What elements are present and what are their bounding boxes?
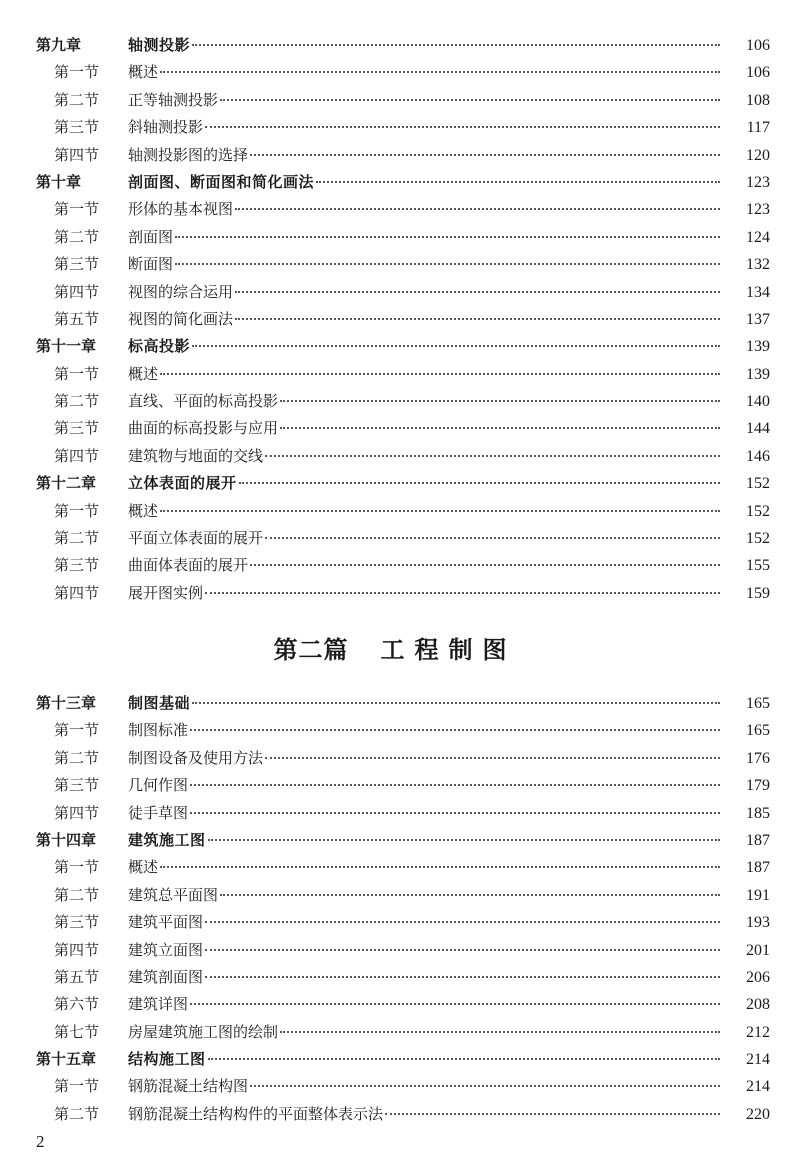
entry-number: 第一节 [54, 63, 100, 82]
dot-leader [316, 180, 720, 183]
toc-section-entry[interactable] [0, 498, 790, 525]
entry-title: 建筑详图 [128, 995, 189, 1014]
entry-page-number: 108 [746, 91, 770, 109]
page-number: 2 [36, 1132, 45, 1151]
toc-section-entry[interactable] [0, 142, 790, 169]
dot-leader [220, 98, 720, 101]
dot-leader [190, 783, 720, 786]
part-title: 工程制图 [380, 636, 517, 664]
entry-title: 制图基础 [128, 694, 191, 712]
toc-section-entry[interactable] [0, 388, 790, 415]
part-heading [0, 630, 790, 665]
toc-section-entry[interactable] [0, 854, 790, 881]
entry-number: 第三节 [54, 255, 100, 274]
toc-section-entry[interactable] [0, 87, 790, 114]
entry-page-number: 155 [746, 557, 770, 575]
dot-leader [190, 1002, 720, 1005]
toc-section-entry[interactable] [0, 772, 790, 799]
toc-list-part1 [0, 32, 790, 607]
dot-leader [208, 1057, 720, 1060]
entry-page-number: 152 [746, 475, 770, 493]
toc-section-entry[interactable] [0, 882, 790, 909]
dot-leader [220, 893, 720, 896]
entry-title: 剖面图、断面图和简化画法 [128, 172, 315, 191]
entry-number: 第二节 [54, 392, 100, 411]
toc-section-entry[interactable] [0, 114, 790, 141]
dot-leader [192, 43, 720, 46]
entry-page-number: 139 [746, 365, 770, 383]
dot-leader [192, 701, 720, 704]
toc-section-entry[interactable] [0, 991, 790, 1018]
dot-leader [190, 811, 720, 814]
entry-title: 徒手草图 [128, 803, 189, 822]
entry-number: 第二节 [54, 227, 100, 246]
entry-title: 断面图 [128, 255, 174, 274]
toc-section-entry[interactable] [0, 717, 790, 744]
toc-section-entry[interactable] [0, 361, 790, 388]
dot-leader [205, 591, 720, 594]
toc-section-entry[interactable] [0, 224, 790, 251]
entry-title: 概述 [128, 63, 159, 82]
toc-section-entry[interactable] [0, 443, 790, 470]
toc-section-entry[interactable] [0, 59, 790, 86]
entry-page-number: 165 [746, 722, 770, 740]
entry-title: 平面立体表面的展开 [128, 529, 264, 548]
dot-leader [265, 454, 720, 457]
dot-leader [192, 344, 720, 347]
entry-title: 视图的简化画法 [128, 309, 234, 328]
toc-section-entry[interactable] [0, 306, 790, 333]
toc-section-entry[interactable] [0, 415, 790, 442]
toc-chapter-entry[interactable] [0, 1046, 790, 1073]
entry-page-number: 106 [746, 37, 770, 54]
entry-title: 斜轴测投影 [128, 118, 204, 137]
entry-page-number: 187 [746, 859, 770, 877]
entry-page-number: 123 [746, 173, 770, 191]
entry-title: 制图标准 [128, 721, 189, 740]
entry-page-number: 146 [746, 447, 770, 465]
entry-page-number: 124 [746, 228, 770, 246]
entry-number: 第三节 [54, 118, 100, 137]
entry-page-number: 117 [746, 119, 770, 137]
entry-page-number: 159 [746, 584, 770, 602]
toc-section-entry[interactable] [0, 251, 790, 278]
dot-leader [239, 481, 720, 484]
entry-number: 第四节 [54, 282, 100, 301]
entry-page-number: 193 [746, 914, 770, 932]
toc-section-entry[interactable] [0, 1101, 790, 1128]
dot-leader [160, 865, 720, 868]
entry-number: 第十三章 [36, 694, 97, 712]
entry-page-number: 206 [746, 968, 770, 986]
entry-title: 建筑总平面图 [128, 885, 219, 904]
toc-section-entry[interactable] [0, 196, 790, 223]
dot-leader [190, 728, 720, 731]
toc-section-entry[interactable] [0, 279, 790, 306]
entry-page-number: 191 [746, 886, 770, 904]
toc-section-entry[interactable] [0, 964, 790, 991]
entry-title: 形体的基本视图 [128, 200, 234, 219]
entry-number: 第三节 [54, 556, 100, 575]
toc-chapter-entry[interactable] [0, 470, 790, 497]
entry-number: 第二节 [54, 529, 100, 548]
entry-page-number: 208 [746, 996, 770, 1014]
entry-number: 第四节 [54, 583, 100, 602]
entry-number: 第十章 [36, 172, 82, 191]
entry-number: 第一节 [54, 721, 100, 740]
entry-title: 钢筋混凝土结构图 [128, 1077, 249, 1096]
entry-page-number: 214 [746, 1078, 770, 1096]
entry-title: 轴测投影 [128, 36, 191, 54]
dot-leader [235, 207, 720, 210]
entry-number: 第十五章 [36, 1050, 97, 1069]
entry-title: 建筑施工图 [128, 830, 206, 849]
entry-title: 概述 [128, 364, 159, 383]
entry-number: 第十二章 [36, 474, 97, 493]
entry-title: 钢筋混凝土结构构件的平面整体表示法 [128, 1104, 384, 1123]
toc-chapter-entry[interactable] [0, 333, 790, 360]
entry-number: 第四节 [54, 145, 100, 164]
entry-page-number: 132 [746, 256, 770, 274]
dot-leader [265, 536, 720, 539]
entry-number: 第五节 [54, 309, 100, 328]
dot-leader [250, 153, 720, 156]
entry-number: 第二节 [54, 1104, 100, 1123]
entry-title: 正等轴测投影 [128, 90, 219, 109]
dot-leader [235, 290, 720, 293]
entry-page-number: 152 [746, 530, 770, 548]
entry-title: 建筑物与地面的交线 [128, 446, 264, 465]
dot-leader [205, 125, 720, 128]
toc-section-entry[interactable] [0, 745, 790, 772]
toc-section-entry[interactable] [0, 800, 790, 827]
entry-number: 第九章 [36, 36, 82, 54]
entry-number: 第三节 [54, 419, 100, 438]
entry-number: 第一节 [54, 200, 100, 219]
entry-number: 第四节 [54, 940, 100, 959]
entry-page-number: 139 [746, 338, 770, 356]
entry-number: 第十一章 [36, 337, 97, 356]
entry-number: 第四节 [54, 803, 100, 822]
entry-number: 第六节 [54, 995, 100, 1014]
entry-number: 第二节 [54, 748, 100, 767]
entry-page-number: 212 [746, 1023, 770, 1041]
toc-chapter-entry[interactable] [0, 169, 790, 196]
dot-leader [250, 1084, 720, 1087]
dot-leader [205, 948, 720, 951]
dot-leader [280, 1030, 720, 1033]
entry-page-number: 144 [746, 420, 770, 438]
dot-leader [208, 838, 720, 841]
dot-leader [175, 235, 720, 238]
entry-number: 第二节 [54, 90, 100, 109]
entry-number: 第一节 [54, 501, 100, 520]
entry-number: 第五节 [54, 967, 100, 986]
entry-page-number: 134 [746, 283, 770, 301]
entry-title: 剖面图 [128, 227, 174, 246]
entry-page-number: 120 [746, 146, 770, 164]
dot-leader [280, 426, 720, 429]
entry-page-number: 185 [746, 804, 770, 822]
entry-number: 第四节 [54, 446, 100, 465]
dot-leader [205, 975, 720, 978]
entry-title: 建筑剖面图 [128, 967, 204, 986]
toc-section-entry[interactable] [0, 1019, 790, 1046]
toc-chapter-entry[interactable] [0, 827, 790, 854]
entry-title: 概述 [128, 501, 159, 520]
toc-section-entry[interactable] [0, 525, 790, 552]
dot-leader [265, 756, 720, 759]
entry-page-number: 140 [746, 393, 770, 411]
toc-list-part2 [0, 690, 790, 1128]
toc-section-entry[interactable] [0, 909, 790, 936]
entry-page-number: 201 [746, 941, 770, 959]
entry-title: 曲面体表面的展开 [128, 556, 249, 575]
entry-page-number: 165 [746, 695, 770, 712]
entry-number: 第七节 [54, 1022, 100, 1041]
toc-chapter-entry[interactable] [0, 32, 790, 59]
entry-page-number: 106 [746, 64, 770, 82]
entry-title: 立体表面的展开 [128, 474, 237, 493]
toc-section-entry[interactable] [0, 580, 790, 607]
dot-leader [385, 1112, 720, 1115]
entry-number: 第二节 [54, 885, 100, 904]
dot-leader [250, 563, 720, 566]
entry-title: 曲面的标高投影与应用 [128, 419, 279, 438]
entry-page-number: 123 [746, 201, 770, 219]
toc-section-entry[interactable] [0, 552, 790, 579]
entry-page-number: 187 [746, 831, 770, 849]
entry-title: 轴测投影图的选择 [128, 145, 249, 164]
entry-title: 制图设备及使用方法 [128, 748, 264, 767]
dot-leader [280, 399, 720, 402]
entry-title: 结构施工图 [128, 1050, 206, 1069]
dot-leader [205, 920, 720, 923]
part-number: 第二篇 [273, 636, 349, 664]
entry-number: 第十四章 [36, 830, 97, 849]
entry-page-number: 137 [746, 310, 770, 328]
entry-number: 第三节 [54, 913, 100, 932]
entry-title: 几何作图 [128, 776, 189, 795]
dot-leader [160, 372, 720, 375]
entry-number: 第三节 [54, 776, 100, 795]
entry-title: 建筑立面图 [128, 940, 204, 959]
entry-title: 标高投影 [128, 337, 191, 356]
entry-page-number: 214 [746, 1051, 770, 1069]
entry-title: 概述 [128, 858, 159, 877]
toc-section-entry[interactable] [0, 937, 790, 964]
entry-page-number: 152 [746, 502, 770, 520]
entry-title: 展开图实例 [128, 583, 204, 602]
dot-leader [235, 317, 720, 320]
entry-number: 第一节 [54, 858, 100, 877]
entry-title: 房屋建筑施工图的绘制 [128, 1022, 279, 1041]
entry-page-number: 176 [746, 749, 770, 767]
toc-chapter-entry[interactable] [0, 690, 790, 717]
entry-number: 第一节 [54, 364, 100, 383]
entry-title: 建筑平面图 [128, 913, 204, 932]
entry-title: 视图的综合运用 [128, 282, 234, 301]
dot-leader [160, 509, 720, 512]
toc-section-entry[interactable] [0, 1073, 790, 1100]
entry-title: 直线、平面的标高投影 [128, 392, 279, 411]
entry-page-number: 220 [746, 1105, 770, 1123]
entry-page-number: 179 [746, 777, 770, 795]
entry-number: 第一节 [54, 1077, 100, 1096]
dot-leader [160, 70, 720, 73]
dot-leader [175, 262, 720, 265]
